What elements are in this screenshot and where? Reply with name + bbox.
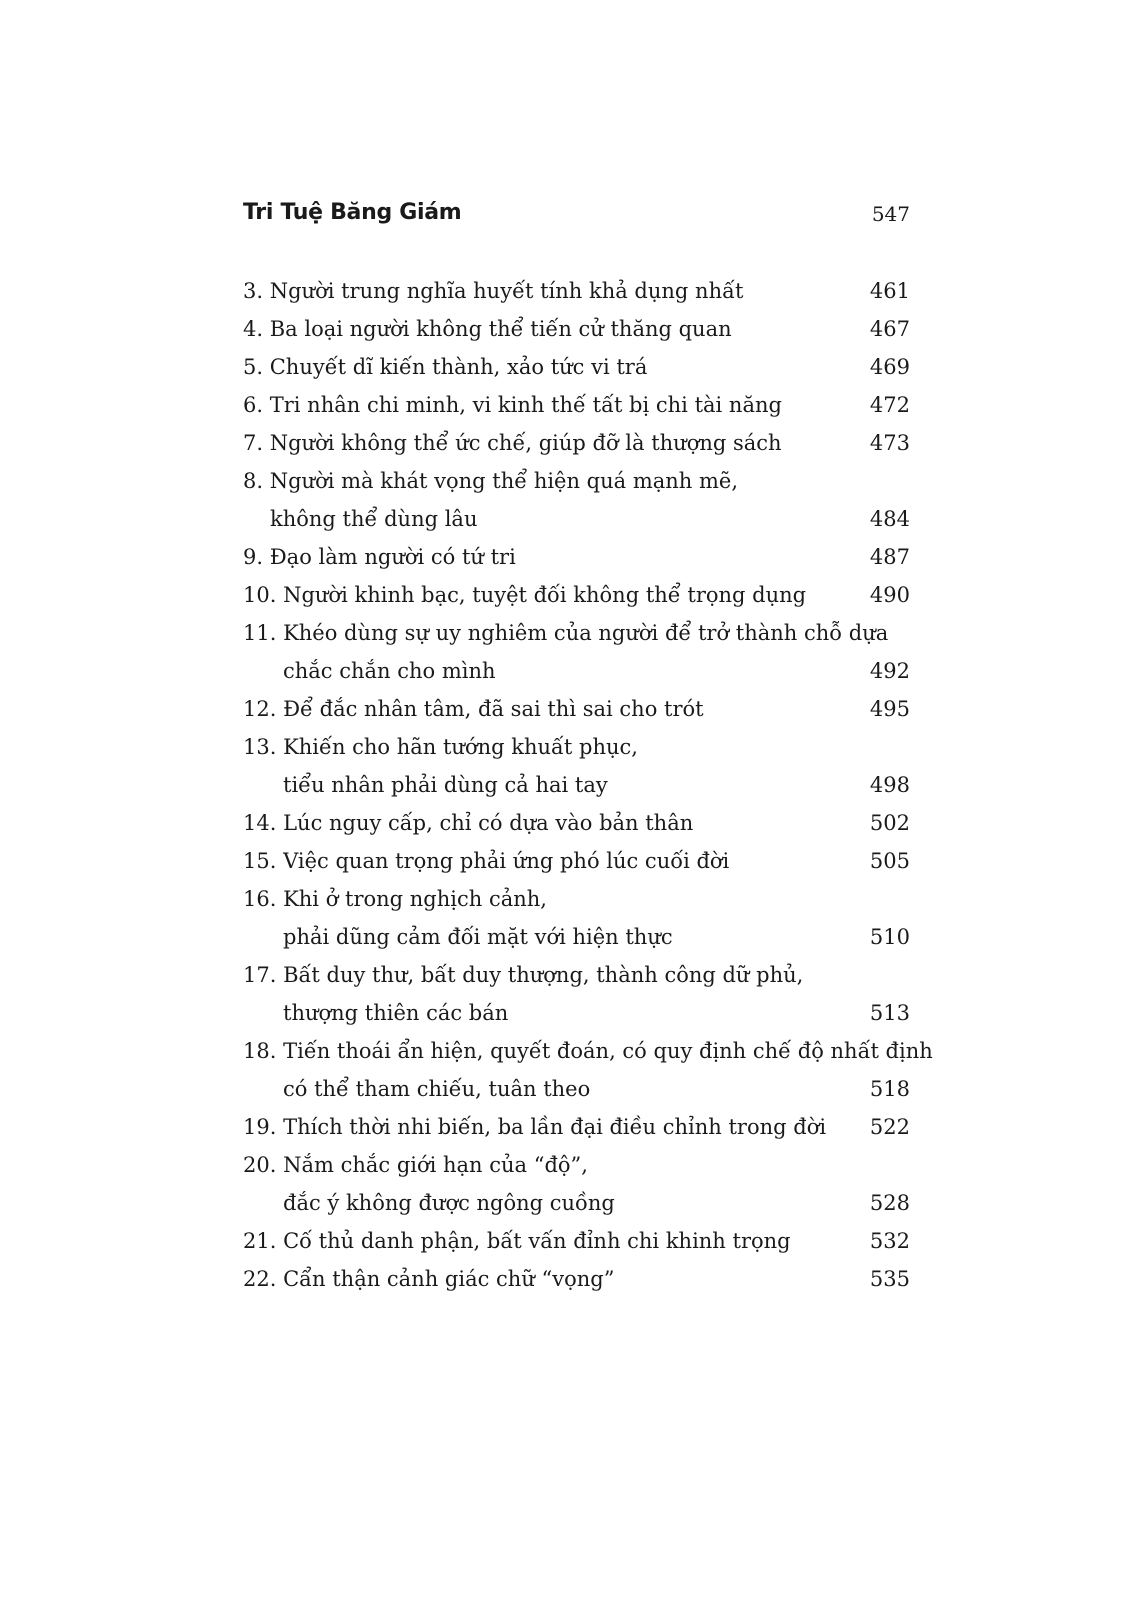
toc-entry-number: 17.	[243, 963, 277, 987]
toc-entry-title: Người trung nghĩa huyết tính khả dụng nhất	[269, 279, 744, 303]
toc-entry-title: Cố thủ danh phận, bất vấn đỉnh chi khinh trọng	[283, 1229, 791, 1253]
toc-entry-first-line	[243, 310, 910, 348]
toc-entry-page: 484	[869, 507, 910, 531]
toc-entry-page: 461	[869, 279, 910, 303]
toc-entry-title: Tiến thoái ẩn hiện, quyết đoán, có quy định chế độ nhất định	[283, 1039, 933, 1063]
toc-entry	[243, 804, 910, 842]
toc-entry-title-continued: phải dũng cảm đối mặt với hiện thực	[283, 925, 673, 949]
toc-entry-title: Ba loại người không thể tiến cử thăng quan	[269, 317, 732, 341]
toc-entry-page: 498	[869, 773, 910, 797]
toc-entry-first-line	[243, 614, 910, 652]
toc-entry-page: 492	[869, 659, 910, 683]
toc-entry-title: Khéo dùng sự uy nghiêm của người để trở thành chỗ dựa	[283, 621, 889, 645]
toc-entry-page: 528	[869, 1191, 910, 1215]
toc-entry-title: Để đắc nhân tâm, đã sai thì sai cho trót	[283, 697, 704, 721]
toc-entry-number: 15.	[243, 849, 277, 873]
toc-entry-page: 513	[869, 1001, 910, 1025]
toc-entry-number: 11.	[243, 621, 277, 645]
toc-entry-page: 505	[869, 849, 910, 873]
toc-entry-title: Người không thể ức chế, giúp đỡ là thượng sách	[269, 431, 782, 455]
toc-entry-page: 495	[869, 697, 910, 721]
toc-entry-title-continued: đắc ý không được ngông cuồng	[283, 1191, 615, 1215]
toc-entry-title: Người khinh bạc, tuyệt đối không thể trọng dụng	[283, 583, 807, 607]
toc-entry-first-line	[243, 538, 910, 576]
toc-entry-number: 9.	[243, 545, 264, 569]
toc-entry-first-line	[243, 804, 910, 842]
toc-entry	[243, 690, 910, 728]
toc-entry	[243, 1222, 910, 1260]
toc-entry-number: 3.	[243, 279, 264, 303]
toc-entry-page: 472	[869, 393, 910, 417]
toc-entry-number: 16.	[243, 887, 277, 911]
toc-entry	[243, 956, 910, 1032]
toc-entry	[243, 424, 910, 462]
toc-entry-title: Khiến cho hãn tướng khuất phục,	[283, 735, 638, 759]
toc-entry-title: Việc quan trọng phải ứng phó lúc cuối đời	[283, 849, 730, 873]
toc-entry-title: Bất duy thư, bất duy thượng, thành công dữ phủ,	[283, 963, 804, 987]
toc-entry-number: 5.	[243, 355, 264, 379]
toc-entry-first-line	[243, 1222, 910, 1260]
toc-entry	[243, 728, 910, 804]
toc-entry-first-line	[243, 348, 910, 386]
toc-entry-first-line	[243, 462, 910, 500]
toc-entry-number: 13.	[243, 735, 277, 759]
toc-entry-page: 490	[869, 583, 910, 607]
toc-entry-number: 12.	[243, 697, 277, 721]
toc-entry-title: Tri nhân chi minh, vi kinh thế tất bị chi tài năng	[269, 393, 782, 417]
toc-entry-first-line	[243, 1032, 933, 1070]
toc-entry-first-line	[243, 690, 910, 728]
toc-entry-number: 18.	[243, 1039, 277, 1063]
toc-entry-page: 518	[869, 1077, 910, 1101]
toc-entry	[243, 272, 910, 310]
toc-entry-title-continued: tiểu nhân phải dùng cả hai tay	[283, 773, 608, 797]
toc-entry-title: Lúc nguy cấp, chỉ có dựa vào bản thân	[283, 811, 694, 835]
toc-entry-number: 21.	[243, 1229, 277, 1253]
toc-entry-number: 20.	[243, 1153, 277, 1177]
toc-entry	[243, 348, 910, 386]
toc-entry-first-line	[243, 386, 910, 424]
toc-entry-page: 467	[869, 317, 910, 341]
table-of-contents	[243, 272, 933, 1298]
toc-entry	[243, 538, 910, 576]
toc-entry-first-line	[243, 576, 910, 614]
toc-entry-title: Chuyết dĩ kiến thành, xảo tức vi trá	[269, 355, 648, 379]
toc-entry-title: Khi ở trong nghịch cảnh,	[283, 887, 547, 911]
toc-entry-title: Đạo làm người có tứ tri	[269, 545, 516, 569]
toc-entry-title: Thích thời nhi biến, ba lần đại điều chỉnh trong đời	[283, 1115, 827, 1139]
toc-entry	[243, 1146, 910, 1222]
page-header	[243, 200, 910, 240]
toc-entry-first-line	[243, 1108, 910, 1146]
toc-entry-page: 487	[869, 545, 910, 569]
toc-entry	[243, 1032, 933, 1108]
toc-entry	[243, 462, 910, 538]
toc-entry-page: 510	[869, 925, 910, 949]
toc-entry-number: 19.	[243, 1115, 277, 1139]
toc-entry	[243, 842, 910, 880]
toc-entry-page: 473	[869, 431, 910, 455]
toc-entry-title-continued: chắc chắn cho mình	[283, 659, 496, 683]
toc-entry-number: 14.	[243, 811, 277, 835]
toc-entry	[243, 1260, 910, 1298]
toc-entry-page: 469	[869, 355, 910, 379]
toc-entry-number: 22.	[243, 1267, 277, 1291]
toc-entry	[243, 310, 910, 348]
toc-entry-title-continued: thượng thiên các bán	[283, 1001, 509, 1025]
toc-entry-number: 8.	[243, 469, 264, 493]
toc-entry	[243, 614, 910, 690]
toc-entry-title: Nắm chắc giới hạn của “độ”,	[283, 1153, 588, 1177]
toc-entry-title-continued: có thể tham chiếu, tuân theo	[283, 1077, 591, 1101]
toc-entry-title: Người mà khát vọng thể hiện quá mạnh mẽ,	[269, 469, 739, 493]
toc-entry-first-line	[243, 728, 910, 766]
toc-entry	[243, 1108, 910, 1146]
page-number: 547	[871, 202, 910, 226]
toc-entry-page: 535	[869, 1267, 910, 1291]
toc-entry-first-line	[243, 424, 910, 462]
toc-entry-first-line	[243, 1260, 910, 1298]
toc-entry-page: 532	[869, 1229, 910, 1253]
toc-entry-page: 522	[869, 1115, 910, 1139]
toc-entry-page: 502	[869, 811, 910, 835]
book-title: Tri Tuệ Băng Giám	[243, 200, 462, 225]
toc-entry-number: 10.	[243, 583, 277, 607]
toc-entry-first-line	[243, 1146, 910, 1184]
toc-entry	[243, 386, 910, 424]
toc-entry-number: 4.	[243, 317, 264, 341]
toc-entry	[243, 576, 910, 614]
toc-entry-number: 6.	[243, 393, 264, 417]
toc-entry-title: Cẩn thận cảnh giác chữ “vọng”	[283, 1267, 615, 1291]
toc-entry-first-line	[243, 272, 910, 310]
toc-entry-first-line	[243, 880, 910, 918]
toc-entry	[243, 880, 910, 956]
toc-entry-first-line	[243, 842, 910, 880]
toc-entry-first-line	[243, 956, 910, 994]
toc-entry-number: 7.	[243, 431, 264, 455]
toc-entry-title-continued: không thể dùng lâu	[270, 507, 478, 531]
